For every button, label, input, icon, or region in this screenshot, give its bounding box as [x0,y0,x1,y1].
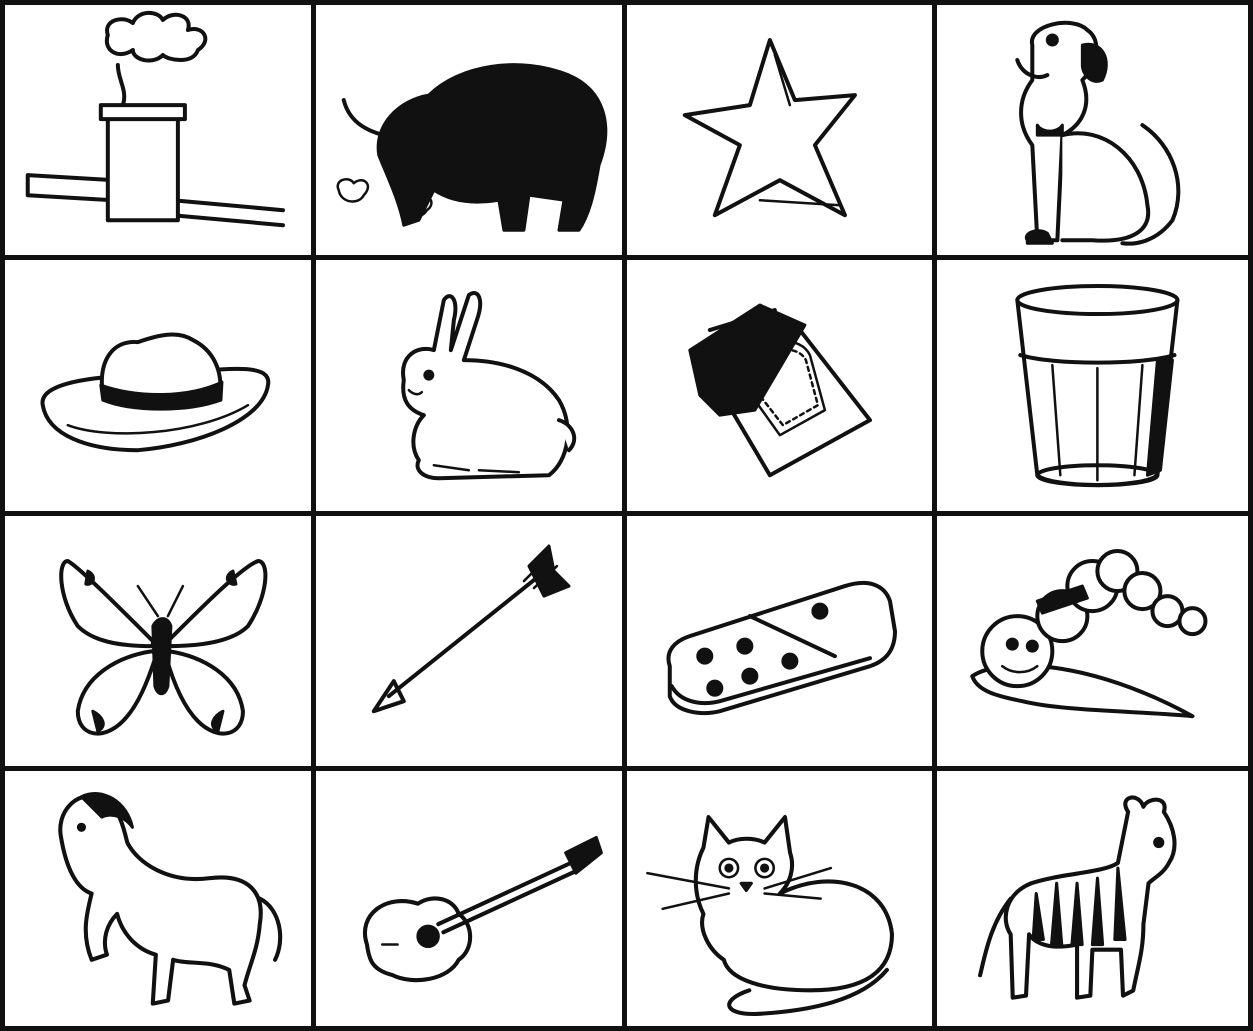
bull-icon [316,5,622,255]
card-guitar[interactable] [316,771,627,1026]
card-domino[interactable] [627,516,938,771]
card-glass[interactable] [937,260,1248,515]
card-horse[interactable] [5,771,316,1026]
domino-icon [627,516,933,766]
card-rabbit[interactable] [316,260,627,515]
card-chimney[interactable] [5,5,316,260]
card-hat[interactable] [5,260,316,515]
hat-icon [5,260,311,510]
card-cat[interactable] [627,771,938,1026]
zebra-icon [937,771,1248,1026]
star-icon [627,5,933,255]
caterpillar-icon [937,516,1248,766]
butterfly-icon [5,516,311,766]
card-chocolate[interactable] [627,260,938,515]
card-zebra[interactable] [937,771,1248,1026]
card-arrow[interactable] [316,516,627,771]
horse-icon [5,771,311,1026]
arrow-icon [316,516,622,766]
chocolate-bar-icon [627,260,933,510]
dog-icon [937,5,1248,255]
card-butterfly[interactable] [5,516,316,771]
card-caterpillar[interactable] [937,516,1248,771]
glass-icon [937,260,1248,510]
chimney-icon [5,5,311,255]
card-star[interactable] [627,5,938,260]
guitar-icon [316,771,622,1026]
card-dog[interactable] [937,5,1248,260]
cat-icon [627,771,933,1026]
rabbit-icon [316,260,622,510]
card-bull[interactable] [316,5,627,260]
